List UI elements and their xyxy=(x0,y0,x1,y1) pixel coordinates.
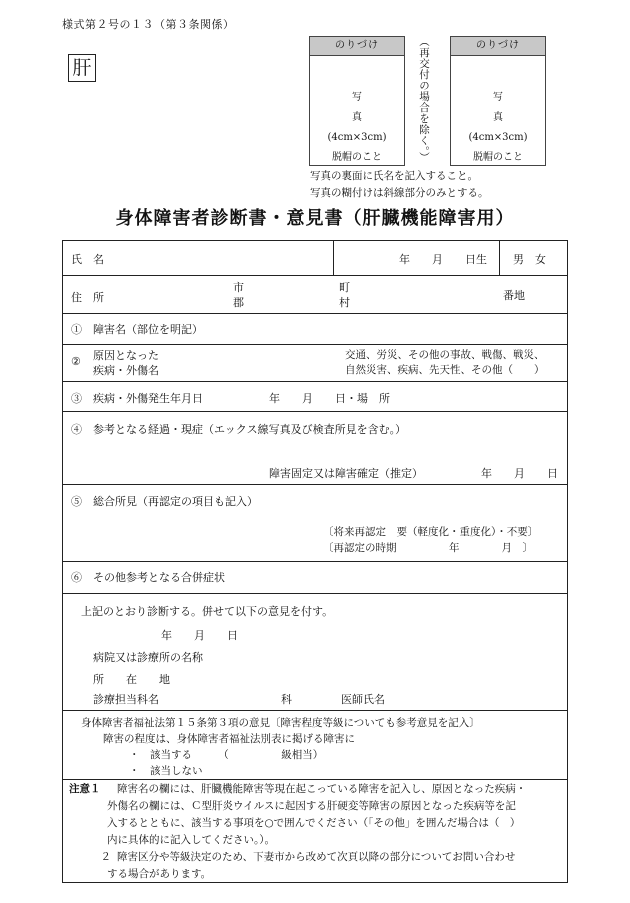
paste-label: のりづけ xyxy=(451,37,545,56)
photo-size: (4cm×3cm) xyxy=(468,132,528,143)
reissue-note: （再交付の場合を除く。） xyxy=(418,36,430,163)
opinion-applies[interactable]: ・ 該当する （ 級相当） xyxy=(129,749,324,761)
note-1-line-1: 障害名の欄には、肝臓機能障害等現在起こっている障害を記入し、原因となった疾病・ xyxy=(117,783,527,795)
category-mark: 肝 xyxy=(68,54,96,82)
photo-box-left xyxy=(309,36,408,166)
item-4: ④ 参考となる経過・現症（エックス線写真及び検査所見を含む。） xyxy=(71,423,407,436)
opinion-not-applies[interactable]: ・ 該当しない xyxy=(129,765,203,777)
certificate-form xyxy=(62,240,568,883)
diagnosis-statement: 上記のとおり診断する。併せて以下の意見を付す。 xyxy=(81,605,334,618)
photo-cap-note: 脱帽のこと xyxy=(473,152,523,163)
department-label: 診療担当科名 xyxy=(93,693,159,706)
note-2-line-2: する場合があります。 xyxy=(107,868,212,880)
cause-options-2: 自然災害、疾病、先天性、その他（ ） xyxy=(345,364,545,376)
note-1-line-4: 内に具体的に記入してください。）。 xyxy=(107,834,275,846)
village-label: 村 xyxy=(339,296,350,309)
item-2-number: ② xyxy=(71,355,81,368)
page-title: 身体障害者診断書・意見書（肝臓機能障害用） xyxy=(115,208,515,229)
opinion-degree: 障害の程度は、身体障害者福祉法別表に掲げる障害に xyxy=(103,733,355,745)
item-3: ③ 疾病・外傷発生年月日 xyxy=(71,392,203,405)
item-5: ⑤ 総合所見（再認定の項目も記入） xyxy=(71,495,258,508)
fixed-date-label: 障害固定又は障害確定（推定） xyxy=(269,467,423,480)
notes-section xyxy=(69,781,563,883)
photo-note-2: 写真の糊付けは斜線部分のみとする。 xyxy=(310,187,489,199)
diagnosis-date: 年 月 日 xyxy=(161,629,238,642)
photo-label: 写 真 xyxy=(352,92,408,123)
note-1-line-3: 入するとともに、該当する事項を○で囲んでください（「その他」を囲んだ場合は（ ） xyxy=(107,817,521,829)
photo-size: (4cm×3cm) xyxy=(327,132,387,143)
city-label: 市 xyxy=(233,281,244,294)
photo-note-1: 写真の裏面に氏名を記入すること。 xyxy=(310,170,478,182)
hospital-address-label: 所 在 地 xyxy=(93,673,170,686)
item-3-date: 年 月 日・場 所 xyxy=(269,392,390,405)
item-2-label-1: 原因となった xyxy=(93,349,159,362)
doctor-name-label: 医師氏名 xyxy=(341,693,385,706)
note-2-number: ２ xyxy=(100,851,111,863)
note-1-line-2: 外傷名の欄には、Ｃ型肝炎ウイルスに起因する肝硬変等障害の原因となった疾病等を記 xyxy=(107,800,516,812)
banchi-label: 番地 xyxy=(503,289,525,302)
name-label: 氏 名 xyxy=(71,253,104,266)
item-6: ⑥ その他参考となる合併症状 xyxy=(71,571,225,584)
cause-options-1: 交通、労災、その他の事故、戦傷、戦災、 xyxy=(345,349,545,361)
photo-label: 写 真 xyxy=(493,92,549,123)
recert-required: 〔将来再認定 要（軽度化・重度化）・不要〕 xyxy=(323,526,539,538)
item-2-label-2: 疾病・外傷名 xyxy=(93,364,159,377)
photo-box-right xyxy=(450,36,549,166)
note-2-line-1: 障害区分や等級決定のため、下妻市から改めて次頁以降の部分についてお問い合わせ xyxy=(117,851,516,863)
item-1: ① 障害名（部位を明記） xyxy=(71,323,203,336)
gun-label: 郡 xyxy=(233,296,244,309)
recert-period: 〔再認定の時期 年 月 〕 xyxy=(323,542,533,554)
opinion-heading: 身体障害者福祉法第１５条第３項の意見〔障害程度等級についても参考意見を記入〕 xyxy=(81,717,480,729)
form-number: 様式第２号の１３（第３条関係） xyxy=(62,18,235,31)
sex-field[interactable]: 男 女 xyxy=(513,253,546,266)
town-label: 町 xyxy=(339,281,350,294)
hospital-name-label: 病院又は診療所の名称 xyxy=(93,651,203,664)
paste-label: のりづけ xyxy=(310,37,404,56)
photo-cap-note: 脱帽のこと xyxy=(332,152,382,163)
notes-label: 注意１ xyxy=(69,783,101,795)
fixed-date: 年 月 日 xyxy=(481,467,558,480)
department-suffix: 科 xyxy=(281,693,292,706)
birth-date: 年 月 日生 xyxy=(399,253,487,266)
address-label: 住 所 xyxy=(71,291,104,304)
